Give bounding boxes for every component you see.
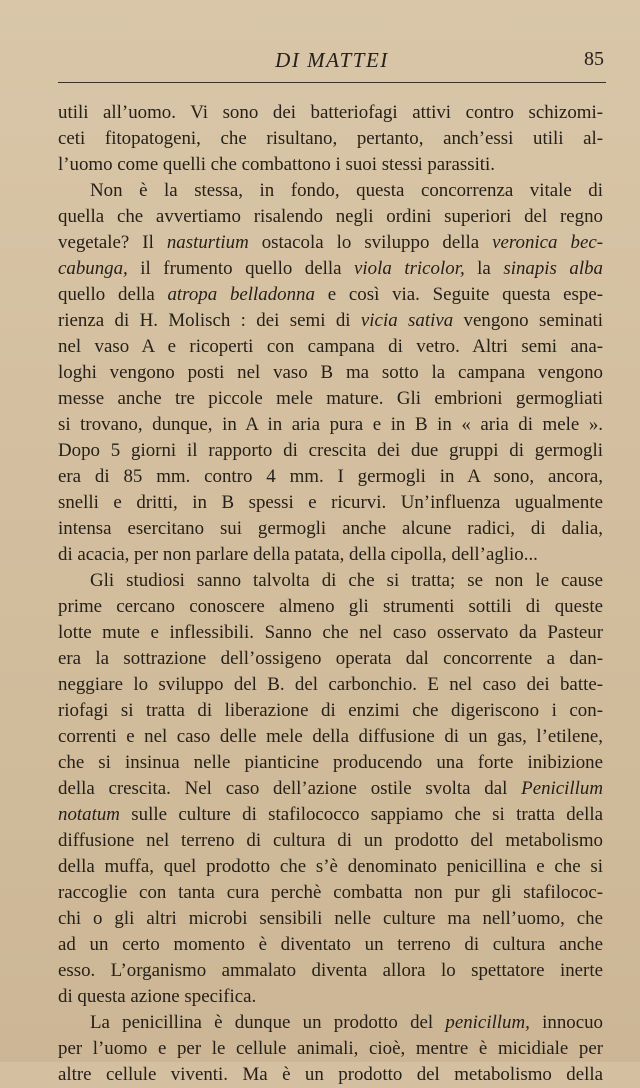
paragraph-4 — [58, 1010, 603, 1088]
italic-term: atropa belladonna — [167, 284, 315, 305]
text-line: ad un certo momento è diventato un terreno di cultura anche — [58, 934, 603, 955]
text-line: l’uomo come quelli che combattono i suoi stessi parassiti. — [58, 154, 496, 175]
text-line: loghi vengono posti nel vaso B ma sotto la campana vengono — [58, 362, 603, 383]
text-line: di acacia, per non parlare della patata, della cipolla, dell’aglio... — [58, 544, 538, 565]
text-line: prime cercano conoscere almeno gli strumenti sottili di queste — [58, 596, 603, 617]
text-line: correnti e nel caso delle mele della diffusione di un gas, l’etilene, — [58, 726, 603, 747]
text-line — [58, 1010, 603, 1036]
text-run: della crescita. Nel caso dell’azione ostile svolta dal — [58, 778, 522, 799]
text-line: raccoglie con tanta cura perchè combatta non pur gli stafilococ- — [58, 882, 603, 903]
text-line: della muffa, quel prodotto che s’è denominato penicillina e che si — [58, 856, 603, 877]
text-line: ceti fitopatogeni, che risultano, pertanto, anch’essi utili al- — [58, 128, 603, 149]
text-run: vegetale? Il — [58, 232, 167, 253]
text-line: si trovano, dunque, in A in aria pura e in B in « aria di mele ». — [58, 414, 603, 435]
text-line: riofagi si tratta di liberazione di enzimi che digeriscono i con- — [58, 700, 603, 721]
text-run: La penicillina è dunque un prodotto del — [90, 1012, 446, 1033]
running-title: DI MATTEI — [275, 48, 389, 72]
page-number: 85 — [584, 48, 604, 70]
text-line: chi o gli altri microbi sensibili nelle culture ma nell’uomo, che — [58, 908, 603, 929]
header-rule — [58, 82, 606, 83]
text-line — [58, 802, 603, 828]
text-run: sulle culture di stafilococco sappiamo che si tratta della — [119, 804, 603, 825]
text-line: utili all’uomo. Vi sono dei batteriofagi attivi contro schizomi- — [58, 102, 603, 123]
italic-term: notatum — [58, 804, 120, 825]
text-line: Non è la stessa, in fondo, questa concorrenza vitale di — [90, 180, 603, 201]
text-line: quella che avvertiamo risalendo negli ordini superiori del regno — [58, 206, 603, 227]
text-line: diffusione nel terreno di cultura di un prodotto del metabolismo — [58, 830, 603, 851]
text-line: Gli studiosi sanno talvolta di che si tratta; se non le cause — [90, 570, 603, 591]
paragraph-1 — [58, 100, 603, 178]
paragraph-3 — [58, 568, 603, 1010]
text-run: rienza di H. Molisch : dei semi di — [58, 310, 361, 331]
text-line: snelli e dritti, in B spessi e ricurvi. Un’influenza ugualmente — [58, 492, 603, 513]
text-line — [58, 308, 603, 334]
text-line: per l’uomo e per le cellule animali, cioè, mentre è micidiale per — [58, 1038, 603, 1059]
text-line — [58, 256, 603, 282]
text-run: ostacola lo sviluppo della — [248, 232, 493, 253]
text-line — [58, 282, 603, 308]
italic-term: sinapis alba — [503, 258, 603, 279]
text-line: lotte mute e inflessibili. Sanno che nel caso osservato da Pasteur — [58, 622, 603, 643]
text-run: innocuo — [529, 1012, 603, 1033]
text-line: esso. L’organismo ammalato diventa allora lo spettatore inerte — [58, 960, 603, 981]
paragraph-2 — [58, 178, 603, 568]
text-line: era la sottrazione dell’ossigeno operata dal concorrente a dan- — [58, 648, 603, 669]
text-line — [58, 776, 603, 802]
text-run: vengono seminati — [453, 310, 603, 331]
italic-term: Penicillum — [521, 778, 603, 799]
italic-term: nasturtium — [166, 232, 249, 253]
italic-term: cabunga, — [58, 258, 128, 279]
page-header — [58, 48, 606, 78]
italic-term: viola tricolor, — [354, 258, 465, 279]
body-text — [58, 100, 603, 1088]
text-line: che si insinua nelle pianticine producendo una forte inibizione — [58, 752, 603, 773]
text-run: quello della — [58, 284, 168, 305]
text-line: di questa azione specifica. — [58, 986, 257, 1007]
text-line — [58, 230, 603, 256]
italic-term: penicillum, — [445, 1012, 530, 1033]
italic-term: veronica bec- — [492, 232, 604, 253]
text-line: intensa esercitano sui germogli anche alcune radici, di dalia, — [58, 518, 603, 539]
text-line: neggiare lo sviluppo del B. del carbonchio. E nel caso dei batte- — [58, 674, 603, 695]
text-line: altre cellule viventi. Ma è un prodotto del metabolismo della — [58, 1064, 603, 1085]
text-run: il frumento quello della — [127, 258, 355, 279]
text-run: e così via. Seguite questa espe- — [314, 284, 604, 305]
text-line: Dopo 5 giorni il rapporto di crescita dei due gruppi di germogli — [58, 440, 603, 461]
text-run: la — [464, 258, 504, 279]
text-line: nel vaso A e ricoperti con campana di vetro. Altri semi ana- — [58, 336, 603, 357]
text-line: messe anche tre piccole mele mature. Gli embrioni germogliati — [58, 388, 603, 409]
text-line: era di 85 mm. contro 4 mm. I germogli in A sono, ancora, — [58, 466, 603, 487]
italic-term: vicia sativa — [360, 310, 454, 331]
